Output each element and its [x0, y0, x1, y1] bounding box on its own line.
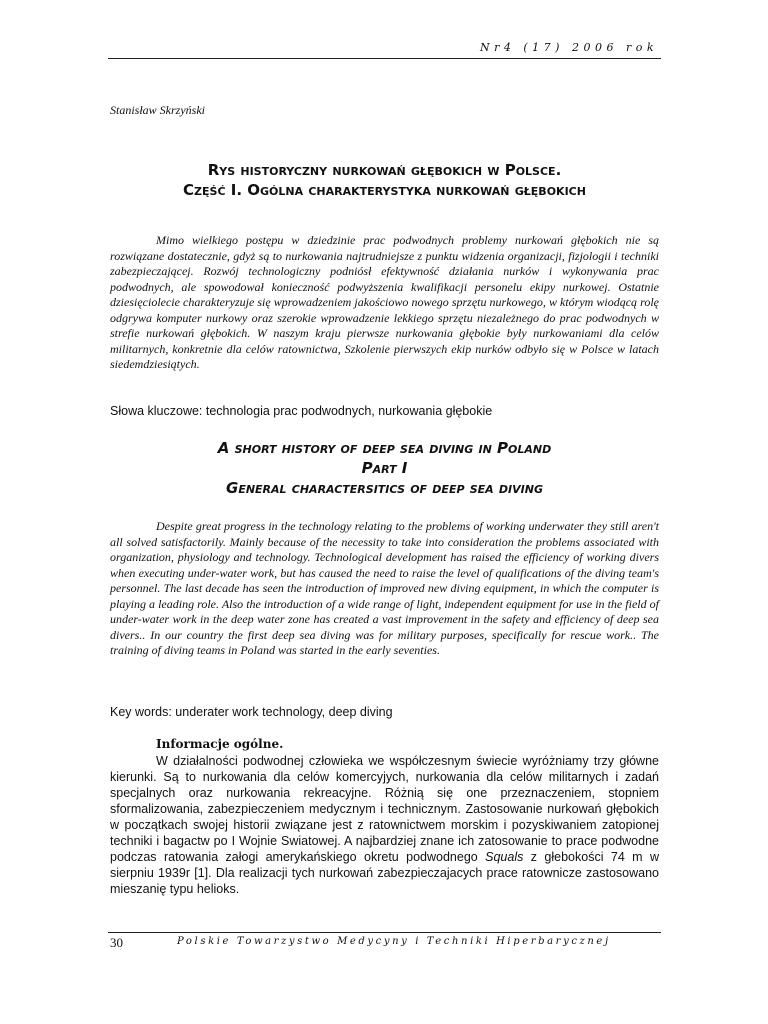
journal-name: Polskie Towarzystwo Medycyny i Techniki Hiperbarycznej: [177, 936, 611, 947]
submarine-name: Squals: [485, 850, 524, 864]
section-body-text: [110, 753, 659, 897]
body-text-part-2: z głebokości 74 m w sierpniu 1939r [1]. Dla realizacji tych nurkowań zabezpieczajacych prace ratownicze zastosowano mieszanię typu helioks.: [110, 850, 659, 896]
author-name: Stanisław Skrzyński: [110, 103, 205, 117]
journal-issue: Nr4 (17) 2006 rok: [480, 41, 658, 54]
article-title-polish: [108, 160, 661, 200]
header-rule: [108, 58, 661, 59]
keywords-english: Key words: underater work technology, deep diving: [110, 705, 393, 719]
footer-rule: [108, 932, 661, 933]
title-en-line-3: General charactersitics of deep sea diving: [226, 479, 543, 497]
page-number: 30: [110, 935, 123, 950]
keywords-polish: Słowa kluczowe: technologia prac podwodnych, nurkowania głębokie: [110, 404, 493, 418]
section-heading: Informacje ogólne.: [156, 737, 284, 751]
title-pl-line-1: Rys historyczny nurkowań głębokich w Polsce.: [207, 161, 562, 179]
body-text-part-1: W działalności podwodnej człowieka we współczesnym świecie wyróżniamy trzy główne kierunki. Są to nurkowania dla celów komercyjych, nurkowania dla celów militarnych i zadań specjalnych oraz nurkowania rekreacyjne. Różnią się one przeznaczeniem, stopniem sformalizowania, zabezpieczeniem medycznym i technicznym. Zastosowanie nurkowań głębokich w początkach swojej historii związane jest z ratownictwem morskim i pozyskiwaniem zatopionej techniki i bagactw po I Wojnie Swiatowej. A najbardziej znane ich zatosowanie to prace podwodne podczas ratowania załogi amerykańskiego okretu podwodnego: [110, 754, 659, 864]
title-en-line-2: Part I: [361, 459, 408, 477]
abstract-english: Despite great progress in the technology relating to the problems of working underwater they still aren't all solved satisfactorily. Mainly because of the necessity to take into consideration the problems associated with organization, physiology and technology. Technological development has raised the efficiency of working divers when executing under-water work, but has caused the need to raise the level of qualifications of the diving team's personnel. The last decade has seen the introduction of improved new diving equipment, in which the computer is playing a leading role. Also the introduction of a wide range of light, independent equipment for use in the field of under-water work in the deep water zone has created a vast improvement in the safety and efficiency of deep sea divers.. In our country the first deep sea diving was for military purposes, specifically for rescue work.. The training of diving teams in Poland was started in the early seventies.: [110, 519, 659, 657]
title-pl-line-2: Część I. Ogólna charakterystyka nurkowań głębokich: [183, 181, 586, 199]
abstract-polish: Mimo wielkiego postępu w dziedzinie prac podwodnych problemy nurkowań głębokich nie są rozwiązane dostatecznie, gdyż są to nurkowania najtrudniejsze z punktu widzenia organizacji, fizjologii i techniki zabezpieczającej. Rozwój technologiczny podniósł efektywność działania nurków i wykonywania prac podwodnych, ale spowodował konieczność podwyższenia kwalifikacji personelu ekipy nurkowej. Ostatnie dziesięciolecie charakteryzuje się wprowadzeniem jakościowo nowego sprzętu nurkowego, w którym wiodącą rolę odgrywa komputer nurkowy oraz szerokie wprowadzenie lekkiego sprzętu niezależnego do prac podwodnych w strefie nurkowań głębokich. W naszym kraju pierwsze nurkowania głębokie były nurkowaniami dla celów militarnych, konkretnie dla celów ratownictwa, Szkolenie pierwszych ekip nurków odbyło się w Polsce w latach siedemdziesiątych.: [110, 233, 659, 371]
article-title-english: [108, 438, 661, 498]
title-en-line-1: A short history of deep sea diving in Poland: [217, 439, 552, 457]
